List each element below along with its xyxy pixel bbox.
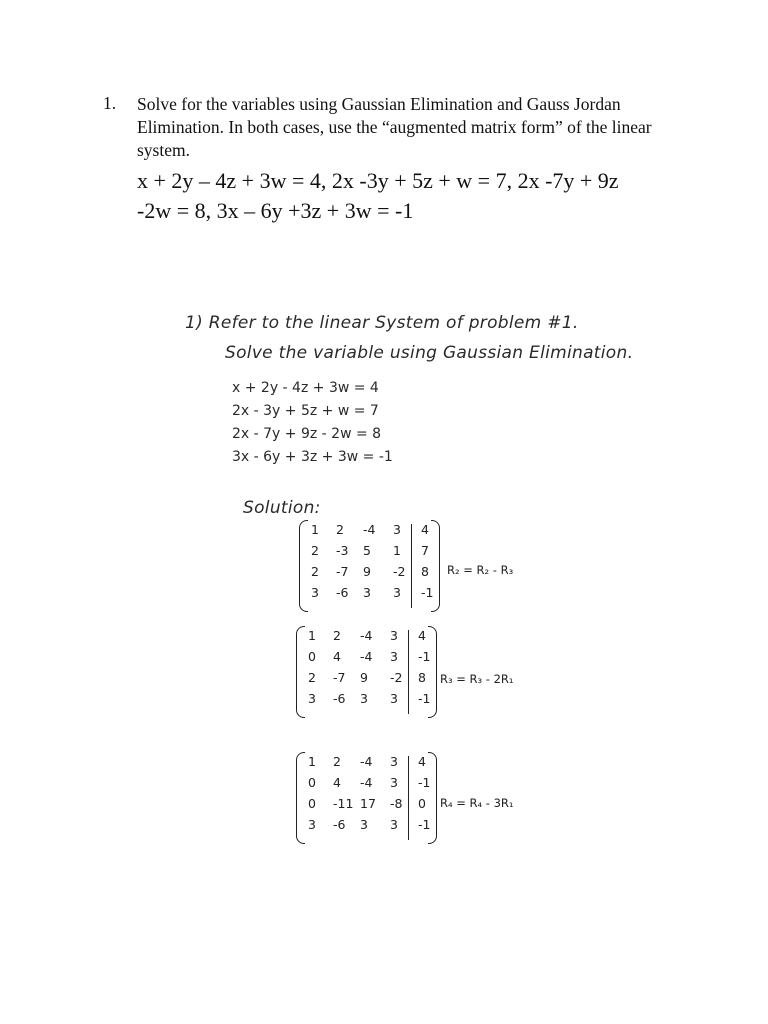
matrix-cell: 17 <box>360 796 376 811</box>
matrix-cell: -6 <box>333 817 346 832</box>
equations-line-2: -2w = 8, 3x – 6y +3z + 3w = -1 <box>137 198 414 223</box>
matrix-cell: -6 <box>333 691 346 706</box>
matrix-cell: 4 <box>418 754 426 769</box>
matrix-left-bracket <box>299 520 308 612</box>
matrix-cell: 4 <box>333 649 341 664</box>
matrix-cell: 3 <box>390 628 398 643</box>
matrix-cell: -3 <box>336 543 349 558</box>
matrix-cell: 9 <box>360 670 368 685</box>
matrix-cell: 3 <box>390 649 398 664</box>
matrix-left-bracket <box>296 626 305 718</box>
matrix-cell: 3 <box>390 691 398 706</box>
matrix-cell: 0 <box>308 796 316 811</box>
matrix-cell: 4 <box>421 522 429 537</box>
handwritten-heading-line-1: 1) Refer to the linear System of problem #1. <box>185 313 579 333</box>
augmented-divider <box>408 756 409 840</box>
matrix-cell: -4 <box>360 628 373 643</box>
matrix-cell: 3 <box>308 691 316 706</box>
matrix-cell: -4 <box>360 649 373 664</box>
matrix-cell: 3 <box>390 754 398 769</box>
matrix-cell: -4 <box>360 754 373 769</box>
matrix-cell: -6 <box>336 585 349 600</box>
matrix-cell: -1 <box>418 775 431 790</box>
row-operation-label: R₂ = R₂ - R₃ <box>447 563 514 577</box>
matrix-cell: -1 <box>421 585 434 600</box>
matrix-cell: -4 <box>360 775 373 790</box>
augmented-divider <box>408 630 409 714</box>
matrix-cell: 4 <box>333 775 341 790</box>
matrix-cell: 0 <box>308 649 316 664</box>
matrix-cell: -2 <box>393 564 406 579</box>
row-operation-label: R₃ = R₃ - 2R₁ <box>440 672 514 686</box>
matrix-cell: 3 <box>360 817 368 832</box>
matrix-cell: 8 <box>421 564 429 579</box>
matrix-cell: 2 <box>333 754 341 769</box>
handwritten-equation-4: 3x - 6y + 3z + 3w = -1 <box>232 449 393 465</box>
matrix-cell: 1 <box>308 628 316 643</box>
matrix-cell: 3 <box>360 691 368 706</box>
handwritten-equation-3: 2x - 7y + 9z - 2w = 8 <box>232 426 382 442</box>
matrix-cell: 3 <box>393 585 401 600</box>
matrix-cell: 1 <box>311 522 319 537</box>
matrix-cell: -4 <box>363 522 376 537</box>
matrix-cell: 3 <box>311 585 319 600</box>
matrix-cell: 5 <box>363 543 371 558</box>
matrix-cell: 3 <box>390 817 398 832</box>
matrix-cell: -1 <box>418 691 431 706</box>
problem-block <box>103 93 683 162</box>
matrix-cell: 4 <box>418 628 426 643</box>
matrix-cell: 8 <box>418 670 426 685</box>
handwritten-heading-line-2: Solve the variable using Gaussian Elimination. <box>225 343 634 363</box>
problem-statement: Solve for the variables using Gaussian Elimination and Gauss Jordan Elimination. In both cases, use the “augmented matrix form” of the linear system. <box>137 94 652 160</box>
matrix-cell: -7 <box>336 564 349 579</box>
augmented-divider <box>411 524 412 608</box>
equations-line-1: x + 2y – 4z + 3w = 4, 2x -3y + 5z + w = 7, 2x -7y + 9z <box>137 168 619 193</box>
row-operation-label: R₄ = R₄ - 3R₁ <box>440 796 514 810</box>
matrix-cell: 3 <box>393 522 401 537</box>
matrix-cell: 1 <box>393 543 401 558</box>
matrix-cell: -1 <box>418 817 431 832</box>
matrix-cell: -7 <box>333 670 346 685</box>
matrix-cell: 0 <box>308 775 316 790</box>
handwritten-equation-2: 2x - 3y + 5z + w = 7 <box>232 403 379 419</box>
problem-number: 1. <box>103 93 117 113</box>
matrix-cell: 2 <box>311 543 319 558</box>
matrix-cell: 3 <box>390 775 398 790</box>
handwritten-equation-1: x + 2y - 4z + 3w = 4 <box>232 380 379 396</box>
matrix-cell: -11 <box>333 796 354 811</box>
matrix-cell: -8 <box>390 796 403 811</box>
matrix-cell: 7 <box>421 543 429 558</box>
matrix-cell: 9 <box>363 564 371 579</box>
matrix-cell: 2 <box>311 564 319 579</box>
matrix-cell: -1 <box>418 649 431 664</box>
matrix-cell: 0 <box>418 796 426 811</box>
matrix-cell: -2 <box>390 670 403 685</box>
matrix-cell: 2 <box>336 522 344 537</box>
matrix-cell: 1 <box>308 754 316 769</box>
matrix-cell: 2 <box>333 628 341 643</box>
matrix-left-bracket <box>296 752 305 844</box>
matrix-cell: 2 <box>308 670 316 685</box>
solution-label: Solution: <box>243 498 321 518</box>
equation-block <box>137 166 697 226</box>
matrix-cell: 3 <box>308 817 316 832</box>
matrix-cell: 3 <box>363 585 371 600</box>
